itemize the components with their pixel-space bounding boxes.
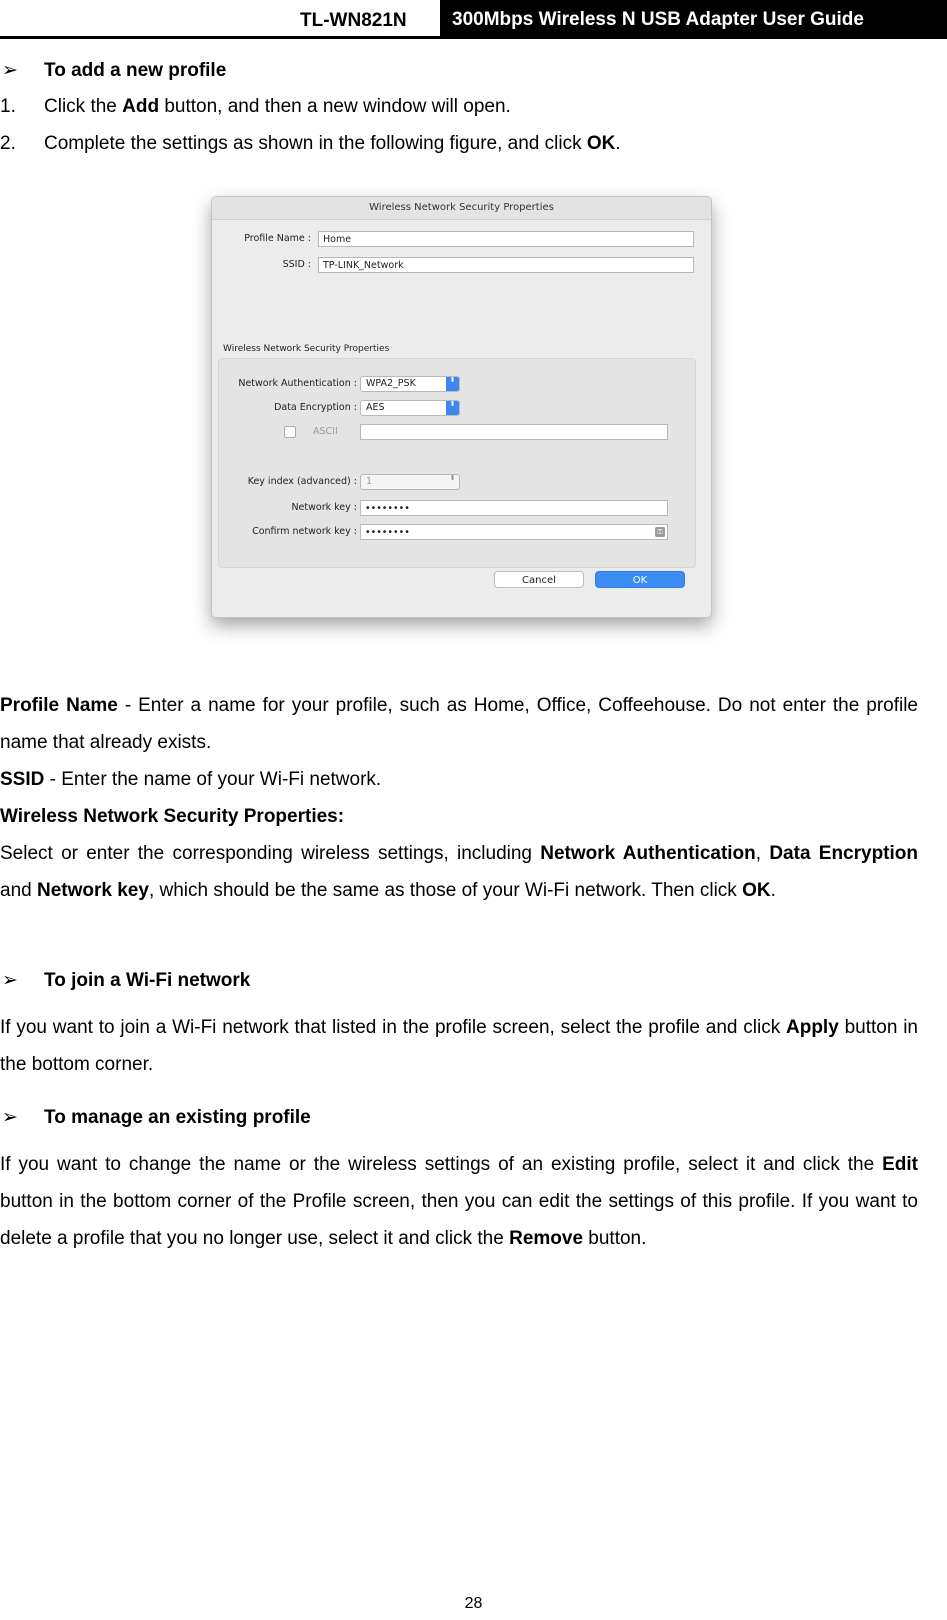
page-header (0, 0, 947, 38)
profile-name-input[interactable]: Home (318, 231, 694, 247)
section-add-title: To add a new profile (44, 60, 227, 81)
profile-name-label: Profile Name : (244, 233, 311, 244)
confirm-key-label: Confirm network key : (252, 526, 357, 537)
ssid-input[interactable]: TP-LINK_Network (318, 257, 694, 273)
model-name: TL-WN821N (300, 10, 407, 31)
section-manage-title: To manage an existing profile (44, 1107, 311, 1128)
auth-select[interactable]: WPA2_PSK ⬍ (360, 376, 460, 392)
network-key-label: Network key : (291, 502, 357, 513)
step-text: Complete the settings as shown in the following figure, and click OK. (44, 133, 621, 154)
bullet-arrow-icon: ➢ (2, 60, 18, 81)
bullet-arrow-icon: ➢ (2, 1107, 18, 1128)
key-icon: ⚿ (655, 527, 665, 537)
security-properties-dialog (211, 196, 712, 618)
join-description: If you want to join a Wi-Fi network that listed in the profile screen, select the profile and click Apply button in the bottom corner. (0, 1017, 918, 1075)
wnsp-heading: Wireless Network Security Properties: (0, 806, 345, 827)
section-join-title: To join a Wi-Fi network (44, 970, 251, 991)
ok-button[interactable]: OK (595, 571, 685, 588)
manage-description: If you want to change the name or the wireless settings of an existing profile, select it and click the Edit button in the bottom corner of the Profile screen, then you can edit the settings of this profile. If you want to delete a profile that you no longer use, select it and click the Remove button. (0, 1154, 918, 1249)
key-index-select[interactable]: 1 ⬍ (360, 474, 460, 490)
ascii-input[interactable] (360, 424, 668, 440)
chevron-updown-icon: ⬍ (446, 401, 459, 415)
step-number: 2. (0, 133, 16, 154)
enc-select[interactable]: AES ⬍ (360, 400, 460, 416)
ssid-description: SSID - Enter the name of your Wi-Fi network. (0, 769, 382, 790)
confirm-key-input[interactable]: •••••••• ⚿ (360, 524, 668, 540)
cancel-button[interactable]: Cancel (494, 571, 584, 588)
chevron-updown-icon: ⬍ (449, 474, 456, 482)
header-rule (0, 36, 947, 39)
auth-label: Network Authentication : (238, 378, 357, 389)
ascii-label: ASCII (313, 426, 338, 437)
dialog-title: Wireless Network Security Properties (212, 197, 711, 220)
page-number: 28 (464, 1595, 483, 1612)
guide-title: 300Mbps Wireless N USB Adapter User Guide (440, 0, 947, 39)
step-text: Click the Add button, and then a new window will open. (44, 96, 511, 117)
bullet-arrow-icon: ➢ (2, 970, 18, 991)
ascii-checkbox[interactable] (284, 426, 296, 438)
ssid-label: SSID : (282, 259, 311, 270)
chevron-updown-icon: ⬍ (446, 377, 459, 391)
step-number: 1. (0, 96, 16, 117)
profile-name-description: Profile Name - Enter a name for your profile, such as Home, Office, Coffeehouse. Do not enter the profile name that already exists. (0, 695, 919, 753)
network-key-input[interactable]: •••••••• (360, 500, 668, 516)
wnsp-description: Select or enter the corresponding wireless settings, including Network Authentication, Data Encryption and Network key, which should be the same as those of your Wi-Fi network. Then click OK. (0, 843, 918, 901)
key-index-label: Key index (advanced) : (247, 476, 357, 487)
group-title: Wireless Network Security Properties (223, 344, 390, 354)
enc-label: Data Encryption : (274, 402, 357, 413)
